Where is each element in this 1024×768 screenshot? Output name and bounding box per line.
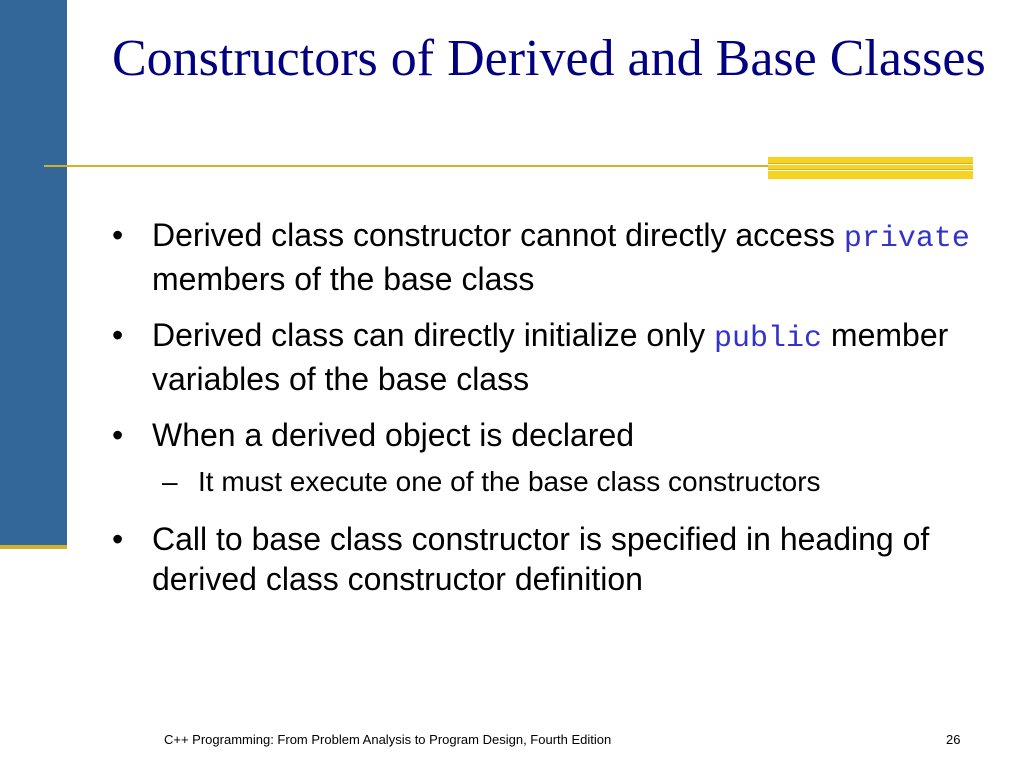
bullet-text: When a derived object is declared — [152, 417, 635, 453]
bullet-marker: • — [112, 521, 124, 557]
slide-body — [112, 215, 992, 615]
left-accent-bar — [0, 0, 67, 545]
slide-title: Constructors of Derived and Base Classes — [112, 30, 986, 87]
bullet-item — [112, 315, 992, 399]
footer-page-number: 26 — [946, 732, 961, 747]
bullet-marker: • — [112, 417, 124, 453]
sub-bullet-item — [112, 465, 992, 499]
bullet-item — [112, 215, 992, 299]
bullet-text: member variables of the base class — [152, 317, 949, 397]
accent-stripe-line — [768, 163, 973, 164]
code-keyword: private — [843, 222, 970, 256]
code-keyword: public — [714, 322, 823, 356]
bullet-marker: • — [112, 317, 124, 353]
bullet-text: Derived class constructor cannot directly access — [152, 217, 844, 253]
sub-bullet-text: It must execute one of the base class constructors — [198, 466, 821, 497]
bullet-marker: • — [112, 217, 124, 253]
bullet-item — [112, 415, 992, 455]
bullet-text: members of the base class — [152, 261, 535, 297]
title-divider-accent — [768, 157, 973, 179]
title-divider-line — [44, 165, 784, 167]
left-accent-bar-underline — [0, 545, 67, 549]
accent-stripe-line — [768, 169, 973, 170]
bullet-text: Call to base class constructor is specified in heading of derived class constructor definition — [152, 521, 930, 597]
bullet-text: Derived class can directly initialize only — [152, 317, 714, 353]
sub-bullet-marker: – — [162, 466, 178, 497]
footer-source: C++ Programming: From Problem Analysis to Program Design, Fourth Edition — [164, 732, 612, 747]
accent-stripe — [768, 171, 973, 179]
bullet-item — [112, 519, 992, 599]
